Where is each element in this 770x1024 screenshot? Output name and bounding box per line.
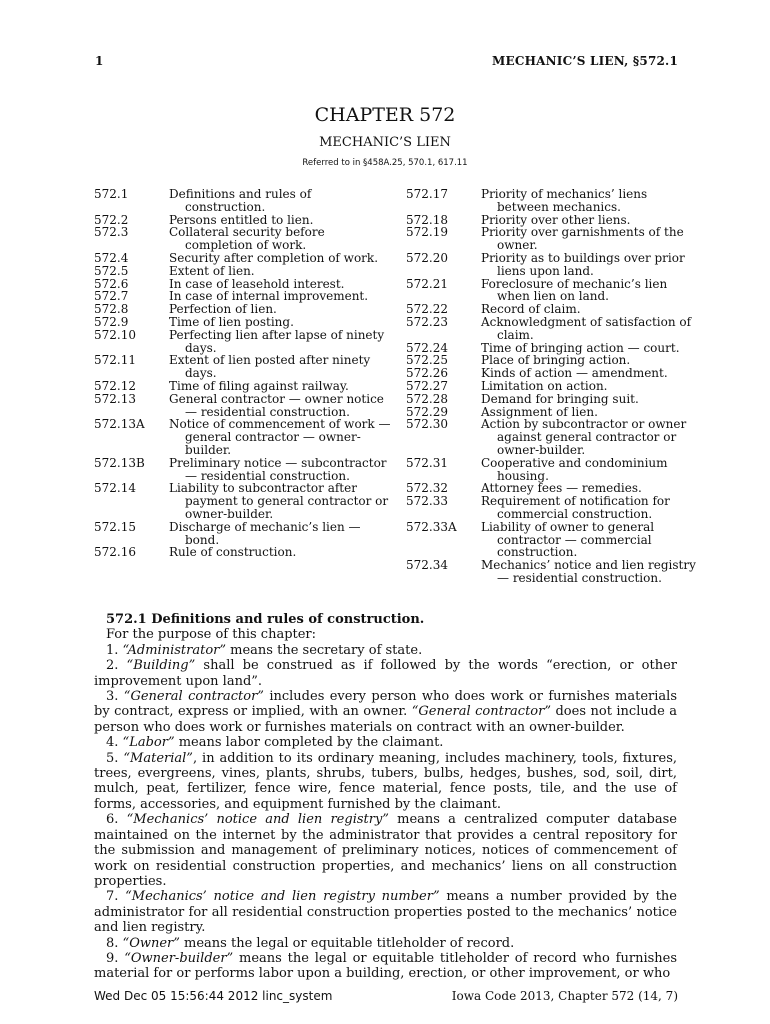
toc-section-number: 572.28 bbox=[406, 391, 448, 406]
toc-section-number: 572.23 bbox=[406, 314, 448, 329]
toc-section-number: 572.19 bbox=[406, 225, 448, 240]
toc-entry bbox=[94, 521, 394, 547]
defined-term: “Owner” bbox=[122, 935, 180, 951]
definition-number: 9. bbox=[106, 950, 119, 966]
definition-text: means a number provided by the administrator for all residential construction properties posted to the mechanics’ notice and lien registry. bbox=[94, 889, 677, 936]
toc-entry bbox=[406, 226, 696, 252]
toc-section-number: 572.32 bbox=[406, 481, 448, 496]
toc-section-title: Acknowledgment of satisfaction of claim. bbox=[481, 314, 692, 342]
definition-item bbox=[94, 889, 677, 935]
toc-section-number: 572.17 bbox=[406, 187, 448, 201]
toc-entry bbox=[406, 495, 696, 521]
toc-section-title: Discharge of mechanic’s lien — bond. bbox=[169, 519, 361, 547]
toc-section-title: Extent of lien. bbox=[169, 263, 255, 278]
toc-entry bbox=[94, 252, 394, 265]
definition-text: means the legal or equitable titleholder of record who furnishes material for or performs labor upon a building, erection, or other improvement, or who bbox=[94, 950, 678, 982]
toc-section-title: Limitation on action. bbox=[481, 378, 608, 393]
toc-section-number: 572.13B bbox=[94, 455, 145, 470]
toc-section-number: 572.13 bbox=[94, 391, 136, 406]
definition-text: means labor completed by the claimant. bbox=[174, 735, 444, 751]
definition-number: 4. bbox=[106, 735, 119, 751]
definition-text: means the secretary of state. bbox=[226, 642, 423, 658]
toc-section-title: In case of internal improvement. bbox=[169, 289, 369, 304]
definition-number: 2. bbox=[106, 658, 119, 674]
toc-section-number: 572.31 bbox=[406, 455, 448, 470]
definition-item bbox=[94, 936, 677, 951]
toc-section-title: Security after completion of work. bbox=[169, 250, 379, 265]
toc-section-title: Notice of commencement of work — general contractor — owner-builder. bbox=[169, 417, 391, 457]
toc-section-number: 572.34 bbox=[406, 558, 448, 573]
toc-entry bbox=[406, 418, 696, 456]
toc-section-title: Priority over garnishments of the owner. bbox=[481, 225, 684, 253]
toc-section-number: 572.20 bbox=[406, 250, 448, 265]
toc-section-title: Action by subcontractor or owner against general contractor or owner-builder. bbox=[481, 417, 687, 457]
toc-section-number: 572.22 bbox=[406, 302, 448, 317]
toc-entry bbox=[406, 380, 696, 393]
toc-entry bbox=[406, 457, 696, 483]
toc-section-number: 572.33A bbox=[406, 519, 457, 534]
defined-term: “General contractor” bbox=[411, 704, 551, 720]
toc-section-number: 572.9 bbox=[94, 314, 129, 329]
toc-entry bbox=[94, 188, 394, 214]
toc-section-title: Persons entitled to lien. bbox=[169, 212, 314, 227]
toc-section-title: Cooperative and condominium housing. bbox=[481, 455, 668, 483]
section-intro: For the purpose of this chapter: bbox=[106, 627, 317, 643]
toc-section-title: Record of claim. bbox=[481, 302, 581, 317]
toc-section-number: 572.29 bbox=[406, 404, 448, 419]
section-body bbox=[94, 612, 677, 982]
toc-section-number: 572.18 bbox=[406, 212, 448, 227]
toc-section-title: Time of lien posting. bbox=[169, 314, 294, 329]
toc-section-title: Extent of lien posted after ninety days. bbox=[169, 353, 371, 381]
toc-section-title: Perfecting lien after lapse of ninety days. bbox=[169, 327, 385, 355]
definition-item bbox=[94, 735, 677, 750]
definition-item bbox=[94, 689, 677, 735]
definition-number: 7. bbox=[106, 889, 119, 905]
toc-section-number: 572.6 bbox=[94, 276, 129, 291]
toc-section-title: Foreclosure of mechanic’s lien when lien on land. bbox=[481, 276, 668, 304]
toc-entry bbox=[94, 380, 394, 393]
toc-section-title: General contractor — owner notice — residential construction. bbox=[169, 391, 384, 419]
toc-entry bbox=[94, 457, 394, 483]
toc-section-number: 572.14 bbox=[94, 481, 136, 496]
toc-section-title: Time of bringing action — court. bbox=[481, 340, 680, 355]
toc-section-number: 572.24 bbox=[406, 340, 448, 355]
running-title: MECHANIC’S LIEN, §572.1 bbox=[492, 54, 678, 68]
toc-section-number: 572.10 bbox=[94, 327, 136, 342]
toc-section-title: Attorney fees — remedies. bbox=[481, 481, 642, 496]
toc-section-title: Collateral security before completion of work. bbox=[169, 225, 325, 253]
toc-entry bbox=[406, 188, 696, 214]
footer-timestamp: Wed Dec 05 15:56:44 2012 linc_system bbox=[94, 989, 333, 1003]
toc-section-number: 572.5 bbox=[94, 263, 129, 278]
toc-section-number: 572.15 bbox=[94, 519, 136, 534]
toc-section-number: 572.13A bbox=[94, 417, 145, 432]
toc-section-number: 572.26 bbox=[406, 366, 448, 381]
defined-term: “Owner-builder” bbox=[124, 950, 234, 966]
definition-item bbox=[94, 643, 677, 658]
definition-item bbox=[94, 951, 677, 982]
toc-entry bbox=[94, 354, 394, 380]
definition-item bbox=[94, 751, 677, 813]
toc-section-title: Definitions and rules of construction. bbox=[169, 187, 312, 214]
toc-section-title: Rule of construction. bbox=[169, 545, 297, 560]
chapter-title: CHAPTER 572 bbox=[314, 104, 456, 126]
footer-citation: Iowa Code 2013, Chapter 572 (14, 7) bbox=[451, 989, 678, 1003]
toc-section-title: Priority as to buildings over prior liens upon land. bbox=[481, 250, 685, 278]
toc-entry bbox=[94, 316, 394, 329]
toc-section-title: Mechanics’ notice and lien registry — residential construction. bbox=[481, 558, 696, 585]
toc-section-number: 572.12 bbox=[94, 378, 136, 393]
toc-section-title: Kinds of action — amendment. bbox=[481, 366, 668, 381]
toc-section-title: Assignment of lien. bbox=[481, 404, 598, 419]
definition-list bbox=[94, 643, 677, 982]
toc-section-title: Priority of mechanics’ liens between mechanics. bbox=[481, 187, 648, 214]
toc-entry bbox=[94, 265, 394, 278]
toc-section-title: Preliminary notice — subcontractor — residential construction. bbox=[169, 455, 387, 483]
toc-entry bbox=[406, 393, 696, 406]
toc-section-number: 572.3 bbox=[94, 225, 129, 240]
toc-entry bbox=[94, 546, 394, 559]
toc-section-title: Liability of owner to general contractor — commercial construction. bbox=[481, 519, 655, 560]
definition-text: , in addition to its ordinary meaning, includes machinery, tools, fixtures, trees, evergreens, vines, plants, shrubs, tubers, bulbs, hedges, bushes, sod, soil, dirt, mulch, peat, fertilizer, fence wire, fence material, fence posts, tile, and the use of forms, accessories, and equipment furnished by the claimant. bbox=[94, 750, 677, 812]
toc-section-title: Priority over other liens. bbox=[481, 212, 631, 227]
toc-section-title: Place of bringing action. bbox=[481, 353, 631, 368]
defined-term: “Material” bbox=[123, 750, 193, 766]
toc-entry bbox=[94, 393, 394, 419]
toc-entry bbox=[94, 226, 394, 252]
chapter-subtitle: MECHANIC’S LIEN bbox=[319, 135, 451, 150]
toc-section-number: 572.8 bbox=[94, 302, 129, 317]
section-heading: 572.1 Definitions and rules of construction. bbox=[106, 612, 425, 627]
toc-section-number: 572.4 bbox=[94, 250, 129, 265]
defined-term: “Mechanics’ notice and lien registry” bbox=[126, 812, 389, 828]
definition-number: 3. bbox=[106, 689, 119, 705]
page-number: 1 bbox=[95, 54, 104, 68]
toc-section-number: 572.1 bbox=[94, 187, 129, 201]
defined-term: “Mechanics’ notice and lien registry number” bbox=[125, 889, 440, 905]
definition-number: 6. bbox=[106, 812, 119, 828]
toc-section-title: Demand for bringing suit. bbox=[481, 391, 639, 406]
definition-text: means the legal or equitable titleholder of record. bbox=[179, 935, 515, 951]
toc-entry bbox=[406, 252, 696, 278]
definition-number: 1. bbox=[106, 642, 119, 658]
toc-section-title: Requirement of notification for commercial construction. bbox=[481, 494, 670, 521]
chapter-reference: Referred to in §458A.25, 570.1, 617.11 bbox=[302, 158, 468, 168]
toc-left-column bbox=[94, 188, 394, 559]
definition-text: includes every person who does work or furnishes materials by contract, express or implied, with an owner. “General contractor” does not include a person who does work or furnishes materials on contract with an owner-builder. bbox=[94, 689, 677, 735]
defined-term: “Administrator” bbox=[122, 642, 227, 658]
toc-section-title: Perfection of lien. bbox=[169, 302, 277, 317]
toc-section-number: 572.16 bbox=[94, 545, 136, 560]
definition-item bbox=[94, 812, 677, 889]
toc-entry bbox=[406, 316, 696, 342]
toc-section-number: 572.2 bbox=[94, 212, 129, 227]
toc-entry bbox=[406, 521, 696, 559]
toc-section-number: 572.21 bbox=[406, 276, 448, 291]
toc-section-number: 572.27 bbox=[406, 378, 448, 393]
definition-number: 8. bbox=[106, 935, 119, 951]
definition-text: means a centralized computer database maintained on the internet by the administrator that provides a central repository for the submission and management of preliminary notices, notices of commencement of work on residential construction properties, and mechanics’ liens on all construction properties. bbox=[94, 812, 677, 889]
toc-section-number: 572.30 bbox=[406, 417, 448, 432]
toc-section-title: Time of filing against railway. bbox=[169, 378, 349, 393]
toc-entry bbox=[94, 482, 394, 520]
toc-entry bbox=[94, 418, 394, 456]
defined-term: “Labor” bbox=[122, 735, 175, 751]
toc-section-number: 572.25 bbox=[406, 353, 448, 368]
toc-section-title: Liability to subcontractor after payment to general contractor or owner-builder. bbox=[169, 481, 389, 521]
defined-term: “Building” bbox=[126, 658, 196, 674]
definition-number: 5. bbox=[106, 750, 119, 766]
toc-section-title: In case of leasehold interest. bbox=[169, 276, 345, 291]
definition-text: shall be construed as if followed by the words “erection, or other improvement upon land”. bbox=[94, 658, 677, 689]
definition-item bbox=[94, 658, 677, 689]
toc-section-number: 572.33 bbox=[406, 494, 448, 509]
toc-section-number: 572.7 bbox=[94, 289, 129, 304]
toc-section-number: 572.11 bbox=[94, 353, 136, 368]
toc-right-column bbox=[406, 188, 696, 585]
defined-term: “General contractor” bbox=[123, 689, 264, 705]
toc-entry bbox=[406, 278, 696, 304]
toc-entry bbox=[94, 329, 394, 355]
toc-entry bbox=[406, 559, 696, 585]
